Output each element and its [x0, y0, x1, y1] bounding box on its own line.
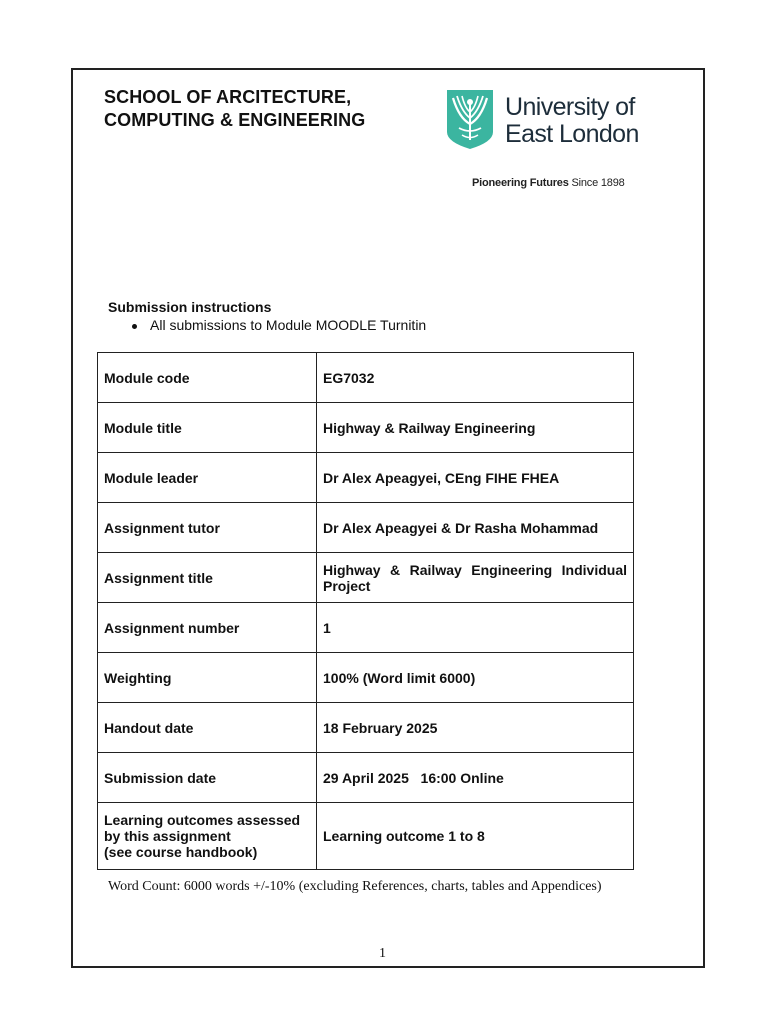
table-row — [98, 703, 634, 753]
school-title-line1: SCHOOL OF ARCITECTURE, — [104, 87, 352, 107]
submission-instructions-heading: Submission instructions — [108, 299, 272, 315]
row-value: EG7032 — [317, 353, 634, 403]
row-label: Assignment number — [98, 603, 317, 653]
tagline-strong: Pioneering Futures — [472, 177, 569, 189]
table-row — [98, 653, 634, 703]
row-label: Handout date — [98, 703, 317, 753]
table-row — [98, 753, 634, 803]
tagline-rest: Since 1898 — [568, 177, 625, 189]
row-label: Module title — [98, 403, 317, 453]
label-line: by this assignment — [104, 828, 231, 844]
table-row — [98, 553, 634, 603]
logo-line2: East London — [505, 120, 639, 148]
row-label: Module code — [98, 353, 317, 403]
learning-outcomes-label — [98, 803, 317, 870]
row-label: Assignment title — [98, 553, 317, 603]
row-value: Highway & Railway Engineering Individual Project — [317, 553, 634, 603]
school-title — [104, 86, 424, 132]
table-row — [98, 353, 634, 403]
table-row — [98, 403, 634, 453]
university-logo — [445, 88, 660, 152]
list-item: All submissions to Module MOODLE Turnitin — [130, 317, 426, 333]
table-row — [98, 453, 634, 503]
row-label: Assignment tutor — [98, 503, 317, 553]
logo-line1: University of — [505, 93, 635, 121]
phoenix-icon — [445, 88, 495, 150]
row-value: 29 April 2025 16:00 Online — [317, 753, 634, 803]
row-label: Weighting — [98, 653, 317, 703]
row-label: Submission date — [98, 753, 317, 803]
page-number: 1 — [379, 946, 386, 961]
word-count-note: Word Count: 6000 words +/-10% (excluding References, charts, tables and Appendices) — [108, 879, 602, 894]
row-value: Dr Alex Apeagyei, CEng FIHE FHEA — [317, 453, 634, 503]
row-value: Dr Alex Apeagyei & Dr Rasha Mohammad — [317, 503, 634, 553]
table-row — [98, 603, 634, 653]
row-value: Highway & Railway Engineering — [317, 403, 634, 453]
learning-outcomes-value: Learning outcome 1 to 8 — [317, 803, 634, 870]
label-line: (see course handbook) — [104, 844, 258, 860]
submission-instructions-list — [130, 317, 426, 333]
row-value: 1 — [317, 603, 634, 653]
tagline — [472, 177, 625, 189]
row-label: Module leader — [98, 453, 317, 503]
school-title-line2: COMPUTING & ENGINEERING — [104, 110, 366, 130]
module-info-table — [97, 352, 634, 870]
logo-wordmark — [505, 94, 639, 148]
row-value: 100% (Word limit 6000) — [317, 653, 634, 703]
label-line: Learning outcomes assessed — [104, 812, 301, 828]
table-row — [98, 803, 634, 870]
row-value: 18 February 2025 — [317, 703, 634, 753]
table-row — [98, 503, 634, 553]
